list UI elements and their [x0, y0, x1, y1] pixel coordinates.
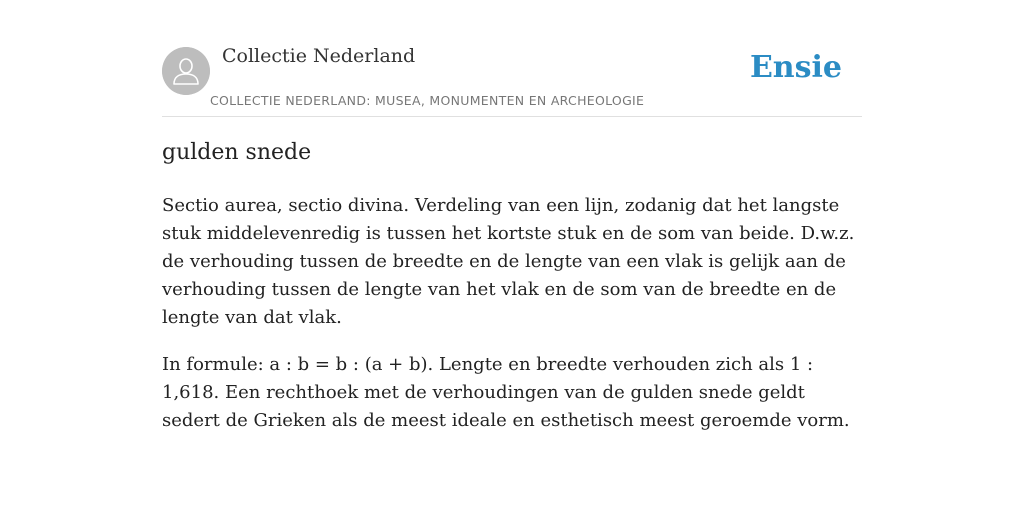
author-name[interactable]: Collectie Nederland	[222, 45, 416, 67]
source-name[interactable]: COLLECTIE NEDERLAND: MUSEA, MONUMENTEN EN ARCHEOLOGIE	[210, 93, 645, 108]
author-avatar[interactable]	[162, 47, 210, 95]
user-silhouette-icon	[162, 47, 210, 95]
entry-title: gulden snede	[162, 140, 312, 165]
entry-header	[162, 42, 862, 117]
entry-paragraph: Sectio aurea, sectio divina. Verdeling van een lijn, zodanig dat het langste stuk middelevenredig is tussen het kortste stuk en de som van beide. D.w.z. de verhouding tussen de breedte en de lengte van een vlak is gelijk aan de verhouding tussen de lengte van het vlak en de som van de breedte en de lengte van dat vlak.	[162, 195, 855, 328]
entry-body	[162, 192, 862, 454]
entry-paragraph: In formule: a : b = b : (a + b). Lengte en breedte verhouden zich als 1 : 1,618. Een rechthoek met de verhoudingen van de gulden snede geldt sedert de Grieken als de meest ideale en esthetisch meest geroemde vorm.	[162, 354, 850, 431]
brand-logo[interactable]: Ensie	[749, 50, 842, 85]
